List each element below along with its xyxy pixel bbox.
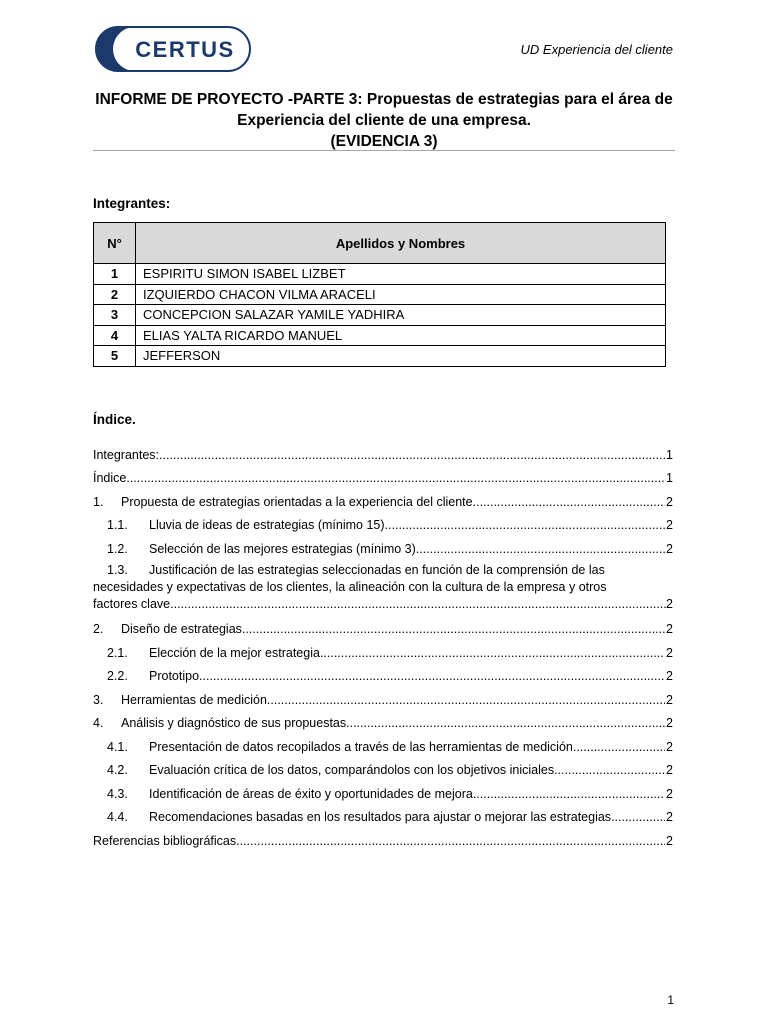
table-row [94,346,666,367]
toc-entry[interactable] [93,730,673,754]
toc-entry-page: 2 [666,645,673,660]
toc-entry-page: 2 [666,596,673,611]
toc-entry-text: Evaluación crítica de los datos, comparándolos con los objetivos iniciales [149,763,555,777]
toc-entry[interactable] [93,613,673,637]
toc-entry-page: 2 [666,786,673,801]
toc-entry-number: 1. [93,494,104,509]
toc-entry-number: 3. [93,692,104,707]
table-row [94,305,666,326]
toc-entry-number: 1.1. [107,518,128,532]
toc-entry[interactable] [93,509,673,533]
table-of-contents [93,438,673,848]
toc-entry-page: 2 [666,541,673,556]
toc-entry[interactable] [93,777,673,801]
toc-entry-text: Lluvia de ideas de estrategias (mínimo 15) [149,518,385,532]
toc-entry-number: 4.3. [107,786,128,801]
toc-entry-page: 1 [666,447,673,462]
member-number: 4 [94,325,136,346]
toc-entry-text-line-3: factores clave [93,596,171,611]
page-number: 1 [667,993,674,1007]
toc-entry-page: 2 [666,494,673,509]
toc-entry-text: Índice [93,471,127,485]
toc-entry-text: Presentación de datos recopilados a través de las herramientas de medición [149,739,573,754]
toc-entry-text: Elección de la mejor estrategia [149,645,320,660]
title-line-2: Experiencia del cliente de una empresa. [237,112,531,129]
toc-heading: Índice. [93,412,136,427]
toc-entry-text: Prototipo [149,669,200,683]
member-name: CONCEPCION SALAZAR YAMILE YADHIRA [136,305,666,326]
title-line-1: INFORME DE PROYECTO -PARTE 3: Propuestas de estrategias para el área de [95,91,673,108]
toc-entry-number: 4. [93,716,104,730]
toc-entry[interactable] [93,754,673,778]
table-header-row [94,223,666,264]
toc-entry-text: Referencias bibliográficas [93,833,237,848]
toc-entry[interactable] [93,462,673,486]
toc-entry-text: Recomendaciones basadas en los resultados para ajustar o mejorar las estrategias [149,810,612,824]
toc-entry[interactable] [93,636,673,660]
toc-entry[interactable] [93,562,673,613]
toc-entry-page: 2 [666,669,673,683]
toc-entry-number: 2. [93,622,104,636]
certus-logo [95,26,251,72]
column-header-names: Apellidos y Nombres [136,223,666,264]
document-title [93,89,675,152]
toc-entry-number: 1.3. [107,562,128,577]
table-row [94,264,666,285]
member-number: 1 [94,264,136,285]
title-line-3: (EVIDENCIA 3) [330,133,438,150]
toc-entry-text: Selección de las mejores estrategias (mínimo 3) [149,541,416,556]
toc-entry-page: 2 [666,833,673,848]
toc-entry-number: 4.4. [107,810,128,824]
table-row [94,284,666,305]
toc-entry-page: 2 [666,810,673,824]
member-number: 2 [94,284,136,305]
toc-entry-text: Herramientas de medición [121,692,267,707]
toc-entry-text: Propuesta de estrategias orientadas a la experiencia del cliente [121,494,473,509]
column-header-number: N° [94,223,136,264]
toc-entry-text-line-2: necesidades y expectativas de los clientes, la alineación con la cultura de la empresa y otros [93,579,607,594]
course-name: UD Experiencia del cliente [520,42,673,57]
members-table [93,222,666,367]
table-row [94,325,666,346]
toc-entry-page: 2 [666,763,673,777]
member-name: ESPIRITU SIMON ISABEL LIZBET [136,264,666,285]
toc-entry-number: 2.2. [107,669,128,683]
toc-entry[interactable] [93,683,673,707]
title-divider [93,150,675,151]
toc-entry-text-line-1: Justificación de las estrategias seleccionadas en función de la comprensión de las [149,562,605,577]
member-name: ELIAS YALTA RICARDO MANUEL [136,325,666,346]
toc-entry-page: 2 [666,692,673,707]
toc-entry-number: 4.1. [107,739,128,754]
toc-entry-page: 2 [666,716,673,730]
member-number: 3 [94,305,136,326]
toc-entry-number: 1.2. [107,541,128,556]
toc-entry-page: 2 [666,739,673,754]
logo-text: CERTUS [135,37,235,62]
toc-entry-page: 2 [666,622,673,636]
member-number: 5 [94,346,136,367]
members-heading: Integrantes: [93,196,171,211]
toc-entry-page: 1 [666,471,673,485]
toc-entry[interactable] [93,485,673,509]
toc-entry-text: Análisis y diagnóstico de sus propuestas [121,716,347,730]
toc-entry-text: Integrantes: [93,447,160,462]
toc-entry-number: 2.1. [107,645,128,660]
toc-entry[interactable] [93,660,673,684]
member-name: IZQUIERDO CHACON VILMA ARACELI [136,284,666,305]
toc-entry-page: 2 [666,518,673,532]
toc-entry-text: Identificación de áreas de éxito y oportunidades de mejora [149,786,473,801]
toc-entry[interactable] [93,438,673,462]
toc-entry[interactable] [93,824,673,848]
member-name: JEFFERSON [136,346,666,367]
toc-entry-text: Diseño de estrategias [121,622,242,636]
toc-entry-number: 4.2. [107,763,128,777]
toc-entry[interactable] [93,532,673,556]
toc-entry[interactable] [93,801,673,825]
toc-entry[interactable] [93,707,673,731]
